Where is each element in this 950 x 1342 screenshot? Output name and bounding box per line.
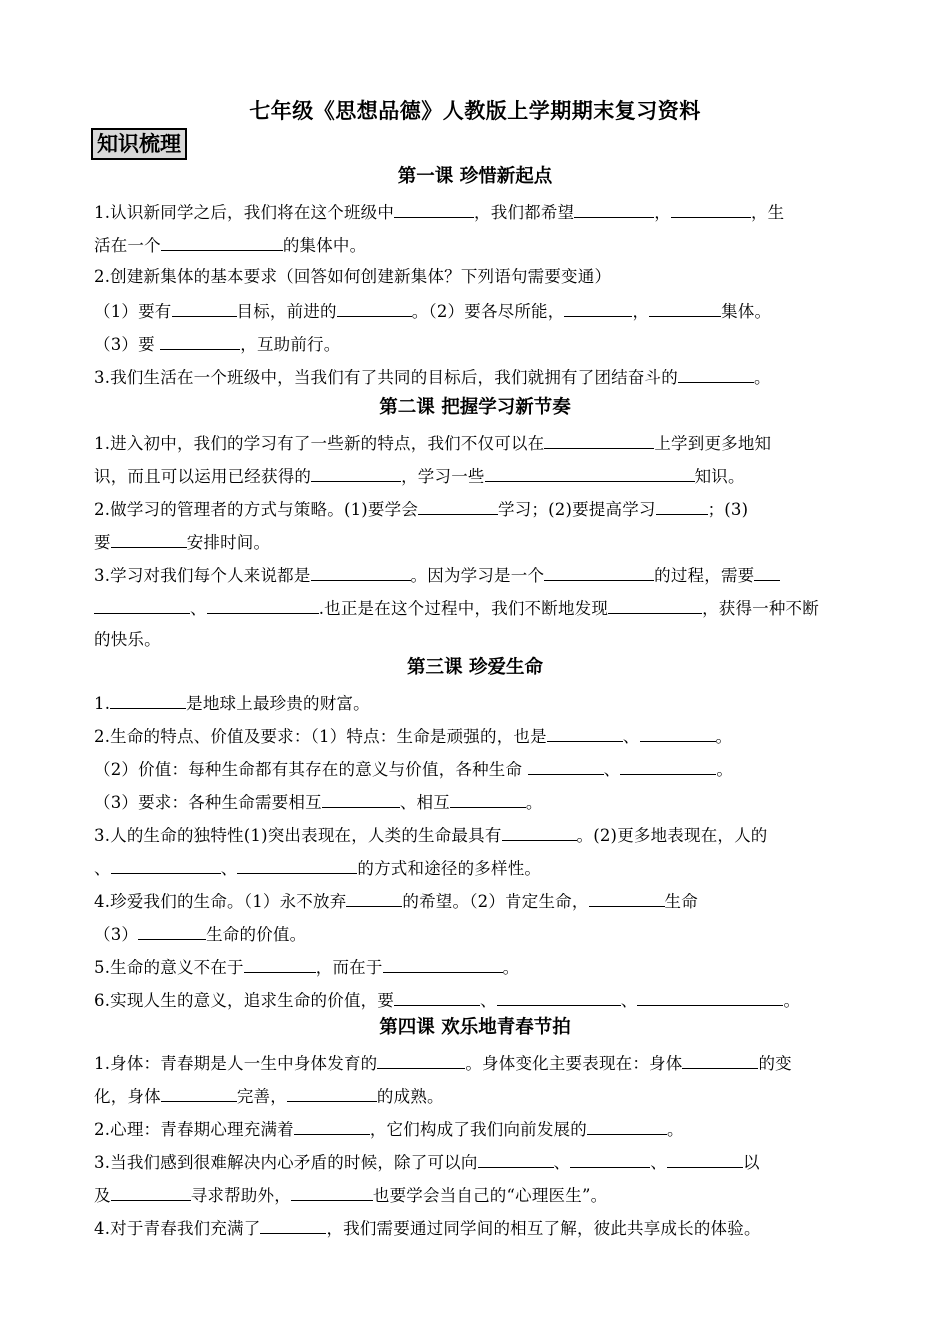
line-text: 6.实现人生的意义，追求生命的价值，要 (94, 991, 395, 1010)
answer-blank[interactable] (544, 562, 654, 581)
line-text: 、相互 (399, 793, 450, 812)
line-text: 生命 (664, 892, 698, 911)
lesson-heading: 第三课 珍爱生命 (407, 657, 543, 678)
answer-blank[interactable] (237, 855, 357, 874)
line-text: .也正是在这个过程中，我们不断地发现 (318, 599, 609, 618)
line-text: 生命的价值。 (206, 925, 307, 944)
answer-blank[interactable] (640, 723, 716, 742)
line-text: ，而在于 (315, 958, 383, 977)
question-line (94, 1083, 874, 1109)
question-line (94, 430, 874, 456)
line-text: 。 (666, 1120, 684, 1139)
line-text: 、 (620, 991, 638, 1010)
answer-blank[interactable] (94, 595, 190, 614)
line-text: ，生 (750, 203, 785, 222)
question-line (94, 265, 874, 289)
line-text: 、 (553, 1153, 571, 1172)
answer-blank[interactable] (547, 723, 623, 742)
answer-blank[interactable] (608, 595, 702, 614)
question-line (94, 298, 874, 324)
answer-blank[interactable] (528, 756, 604, 775)
line-text: 的成熟。 (376, 1087, 444, 1106)
answer-blank[interactable] (574, 199, 654, 218)
question-line (94, 987, 874, 1013)
answer-blank[interactable] (544, 430, 654, 449)
line-text: 化，身体 (94, 1087, 161, 1106)
answer-blank[interactable] (564, 298, 632, 317)
line-text: ，学习一些 (401, 467, 485, 486)
question-line (94, 723, 874, 749)
line-text: ，它们构成了我们向前发展的 (369, 1120, 587, 1139)
answer-blank[interactable] (450, 789, 526, 808)
line-text: 。 (753, 368, 771, 387)
line-text: 是地球上最珍贵的财富。 (186, 694, 370, 713)
answer-blank[interactable] (311, 562, 411, 581)
line-text: 。 (715, 727, 733, 746)
answer-blank[interactable] (291, 1182, 373, 1201)
line-text: 的集体中。 (282, 236, 367, 255)
line-text: 。因为学习是一个 (410, 566, 545, 585)
line-text: 1.进入初中，我们的学习有了一些新的特点，我们不仅可以在 (94, 434, 545, 453)
answer-blank[interactable] (207, 595, 319, 614)
line-text: 3.人的生命的独特性(1)突出表现在，人类的生命最具有 (94, 826, 502, 845)
answer-blank[interactable] (394, 987, 480, 1006)
line-text: 。 (502, 958, 520, 977)
line-text: 2.创建新集体的基本要求（回答如何创建新集体？下列语句需要变通） (94, 267, 612, 286)
question-line (94, 1215, 874, 1241)
answer-blank[interactable] (160, 331, 240, 350)
answer-blank[interactable] (346, 888, 402, 907)
line-text: （1）要有 (94, 302, 172, 321)
answer-blank[interactable] (161, 1083, 237, 1102)
lesson-heading: 第四课 欢乐地青春节拍 (379, 1017, 571, 1038)
line-text: 学习；(2)要提高学习 (498, 500, 656, 519)
answer-blank[interactable] (589, 888, 665, 907)
line-text: 3.我们生活在一个班级中，当我们有了共同的目标后，我们就拥有了团结奋斗的 (94, 368, 678, 387)
line-text: 5.生命的意义不在于 (94, 958, 244, 977)
line-text: （3）要 (94, 335, 161, 354)
line-text: 4.对于青春我们充满了 (94, 1219, 261, 1238)
question-line (94, 562, 874, 588)
line-text: 4.珍爱我们的生命。（1）永不放弃 (94, 892, 347, 911)
line-text: 以 (742, 1153, 760, 1172)
line-text: ，获得一种不断 (702, 599, 819, 618)
line-text: 完善， (236, 1087, 287, 1106)
answer-blank[interactable] (161, 232, 283, 251)
answer-blank[interactable] (394, 199, 474, 218)
line-text: 、 (190, 599, 207, 618)
line-text: 知识。 (694, 467, 745, 486)
question-line (94, 954, 874, 980)
answer-blank[interactable] (637, 987, 783, 1006)
line-text: 1.身体：青春期是人一生中身体发育的 (94, 1054, 378, 1073)
line-text: 的变 (758, 1054, 792, 1073)
question-line (94, 331, 874, 357)
answer-blank[interactable] (620, 756, 716, 775)
answer-blank[interactable] (418, 496, 498, 515)
answer-blank[interactable] (287, 1083, 377, 1102)
line-text: 1. (94, 694, 111, 713)
line-text: 的希望。（2）肯定生命， (402, 892, 589, 911)
line-text: 识，而且可以运用已经获得的 (94, 467, 312, 486)
answer-blank[interactable] (337, 298, 412, 317)
line-text: 也要学会当自己的“心理医生”。 (372, 1186, 608, 1205)
question-line (94, 364, 874, 390)
line-text: 。 (716, 760, 734, 779)
answer-blank[interactable] (111, 1182, 191, 1201)
line-text: 3.学习对我们每个人来说都是 (94, 566, 311, 585)
question-line (94, 1149, 874, 1175)
line-text: 集体。 (721, 302, 772, 321)
answer-blank[interactable] (671, 199, 751, 218)
line-text: （2）价值：每种生命都有其存在的意义与价值，各种生命 (94, 760, 528, 779)
question-line (94, 822, 874, 848)
line-text: 。 (783, 991, 801, 1010)
line-text: 3.当我们感到很难解决内心矛盾的时候，除了可以向 (94, 1153, 478, 1172)
answer-blank[interactable] (111, 855, 221, 874)
answer-blank[interactable] (260, 1215, 326, 1234)
question-line (94, 1050, 874, 1076)
line-text: 。 (525, 793, 543, 812)
question-line (94, 595, 874, 621)
line-text: 2.做学习的管理者的方式与策略。(1)要学会 (94, 500, 419, 519)
answer-blank[interactable] (294, 1116, 370, 1135)
line-text: 、 (220, 859, 238, 878)
line-text: 目标，前进的 (236, 302, 337, 321)
line-text: 。身体变化主要表现在：身体 (465, 1054, 683, 1073)
answer-blank[interactable] (502, 822, 577, 841)
line-text: 的方式和途径的多样性。 (357, 859, 542, 878)
line-text: 寻求帮助外， (190, 1186, 291, 1205)
answer-blank[interactable] (377, 1050, 465, 1069)
question-line (94, 921, 874, 947)
answer-blank[interactable] (244, 954, 316, 973)
answer-blank[interactable] (570, 1149, 650, 1168)
answer-blank[interactable] (497, 987, 621, 1006)
question-line (94, 756, 874, 782)
line-text: 及 (94, 1186, 111, 1205)
question-line (94, 463, 874, 489)
question-line (94, 529, 874, 555)
line-text: ， (654, 203, 671, 222)
line-text: （3） (94, 925, 139, 944)
answer-blank[interactable] (478, 1149, 554, 1168)
line-text: 、 (650, 1153, 667, 1172)
answer-blank[interactable] (485, 463, 695, 482)
answer-blank[interactable] (138, 921, 206, 940)
line-text: 的快乐。 (94, 630, 161, 649)
line-text: 上学到更多地知 (654, 434, 772, 453)
line-text: 1.认识新同学之后，我们将在这个班级中 (94, 203, 395, 222)
line-text: 、 (622, 727, 640, 746)
line-text: 2.心理：青春期心理充满着 (94, 1120, 294, 1139)
answer-blank[interactable] (667, 1149, 743, 1168)
line-text: 、 (480, 991, 497, 1010)
line-text: ， (632, 302, 650, 321)
line-text: 、 (94, 859, 111, 878)
answer-blank[interactable] (383, 954, 503, 973)
answer-blank[interactable] (587, 1116, 667, 1135)
question-line (94, 628, 874, 652)
line-text: ，我们都希望 (474, 203, 575, 222)
line-text: ；(3) (707, 500, 749, 519)
question-line (94, 888, 874, 914)
line-text: （3）要求：各种生命需要相互 (94, 793, 322, 812)
section-badge: 知识梳理 (91, 128, 187, 160)
line-text: ，我们需要通过同学间的相互了解，彼此共享成长的体验。 (326, 1219, 761, 1238)
line-text: 。（2）要各尽所能， (411, 302, 565, 321)
question-line (94, 855, 874, 881)
answer-blank[interactable] (754, 562, 780, 581)
question-line (94, 690, 874, 716)
question-line (94, 199, 874, 225)
lesson-heading: 第二课 把握学习新节奏 (379, 397, 571, 418)
document-title: 七年级《思想品德》人教版上学期期末复习资料 (249, 99, 701, 123)
line-text: 。(2)更多地表现在，人的 (576, 826, 768, 845)
lesson-heading: 第一课 珍惜新起点 (397, 166, 553, 187)
question-line (94, 232, 874, 258)
answer-blank[interactable] (311, 463, 401, 482)
question-line (94, 496, 874, 522)
answer-blank[interactable] (172, 298, 237, 317)
line-text: 安排时间。 (186, 533, 271, 552)
answer-blank[interactable] (322, 789, 400, 808)
question-line (94, 789, 874, 815)
line-text: 活在一个 (94, 236, 161, 255)
line-text: 2.生命的特点、价值及要求：（1）特点：生命是顽强的，也是 (94, 727, 547, 746)
answer-blank[interactable] (682, 1050, 758, 1069)
line-text: 、 (603, 760, 621, 779)
question-line (94, 1182, 874, 1208)
line-text: 要 (94, 533, 111, 552)
question-line (94, 1116, 874, 1142)
answer-blank[interactable] (649, 298, 721, 317)
answer-blank[interactable] (111, 529, 187, 548)
line-text: 的过程，需要 (654, 566, 755, 585)
answer-blank[interactable] (678, 364, 754, 383)
answer-blank[interactable] (656, 496, 708, 515)
answer-blank[interactable] (110, 690, 186, 709)
line-text: ，互助前行。 (240, 335, 341, 354)
